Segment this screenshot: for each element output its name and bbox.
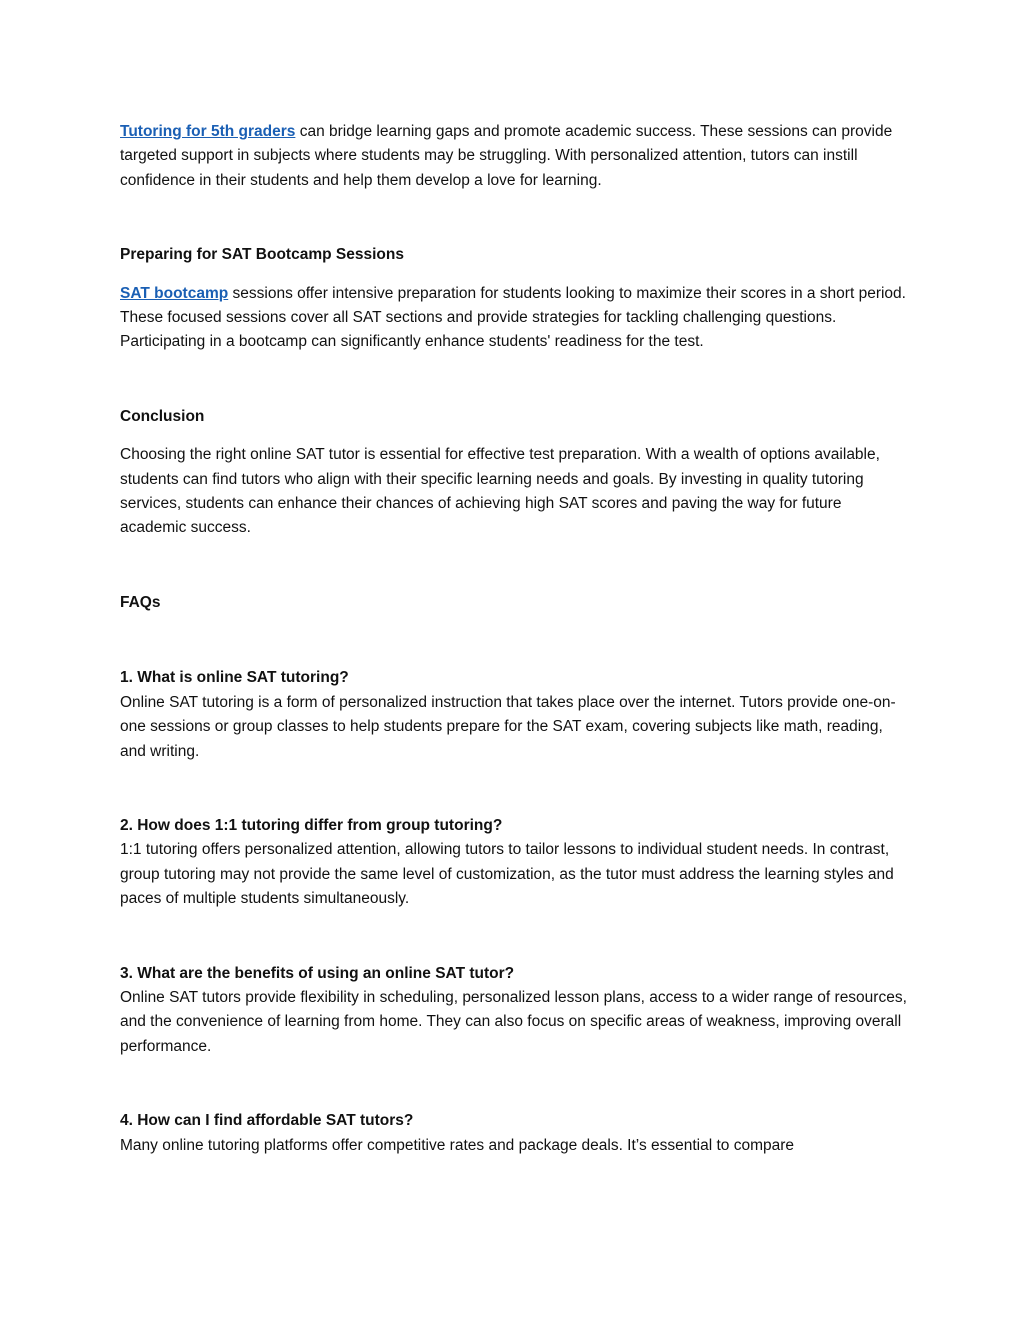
conclusion-paragraph: Choosing the right online SAT tutor is essential for effective test preparation. With a wealth of options available, students can find tutors who align with their specific learning needs and goals. By investing in quality tutoring services, students can enhance their chances of achieving high SAT scores and paving the way for future academic success.: [120, 446, 880, 537]
intro-text: can bridge learning gaps and promote academic success. These sessions can provide targeted support in subjects where students may be struggling. With personalized attention, tutors can instill confidence in their students and help them develop a love for learning.: [120, 123, 893, 189]
document-body: [120, 120, 910, 1158]
intro-paragraph: [120, 120, 910, 193]
tutoring-5th-graders-link[interactable]: Tutoring for 5th graders: [120, 123, 296, 140]
bootcamp-text: sessions offer intensive preparation for students looking to maximize their scores in a short period. These focused sessions cover all SAT sections and provide strategies for tackling challenging questions. Participating in a bootcamp can significantly enhance students' readiness for the test.: [120, 284, 906, 351]
faq-item: [120, 666, 910, 764]
faq-question: 4. How can I find affordable SAT tutors?: [120, 1112, 414, 1130]
faq-answer: Many online tutoring platforms offer competitive rates and package deals. It’s essential to compare: [120, 1136, 795, 1154]
faq-question: 3. What are the benefits of using an online SAT tutor?: [120, 964, 515, 982]
faq-answer: 1:1 tutoring offers personalized attention, allowing tutors to tailor lessons to individual student needs. In contrast, group tutoring may not provide the same level of customization, as the tutor must address the learning styles and paces of multiple students simultaneously.: [120, 841, 894, 908]
faq-item: [120, 962, 910, 1060]
faq-item: [120, 814, 910, 912]
conclusion-heading: Conclusion: [120, 407, 205, 425]
bootcamp-paragraph: [120, 282, 910, 355]
faq-answer: Online SAT tutors provide flexibility in scheduling, personalized lesson plans, access to a wider range of resources, and the convenience of learning from home. They can also focus on specific areas of weakness, improving overall performance.: [120, 988, 907, 1055]
faq-question: 1. What is online SAT tutoring?: [120, 669, 349, 687]
bootcamp-heading: Preparing for SAT Bootcamp Sessions: [120, 246, 404, 264]
faqs-heading: FAQs: [120, 593, 161, 611]
faq-question: 2. How does 1:1 tutoring differ from group tutoring?: [120, 816, 503, 834]
faq-answer: Online SAT tutoring is a form of personalized instruction that takes place over the internet. Tutors provide one-on-one sessions or group classes to help students prepare for the SAT exam, covering subjects like math, reading, and writing.: [120, 693, 896, 760]
sat-bootcamp-link[interactable]: SAT bootcamp: [120, 284, 229, 302]
faq-item: [120, 1109, 910, 1158]
